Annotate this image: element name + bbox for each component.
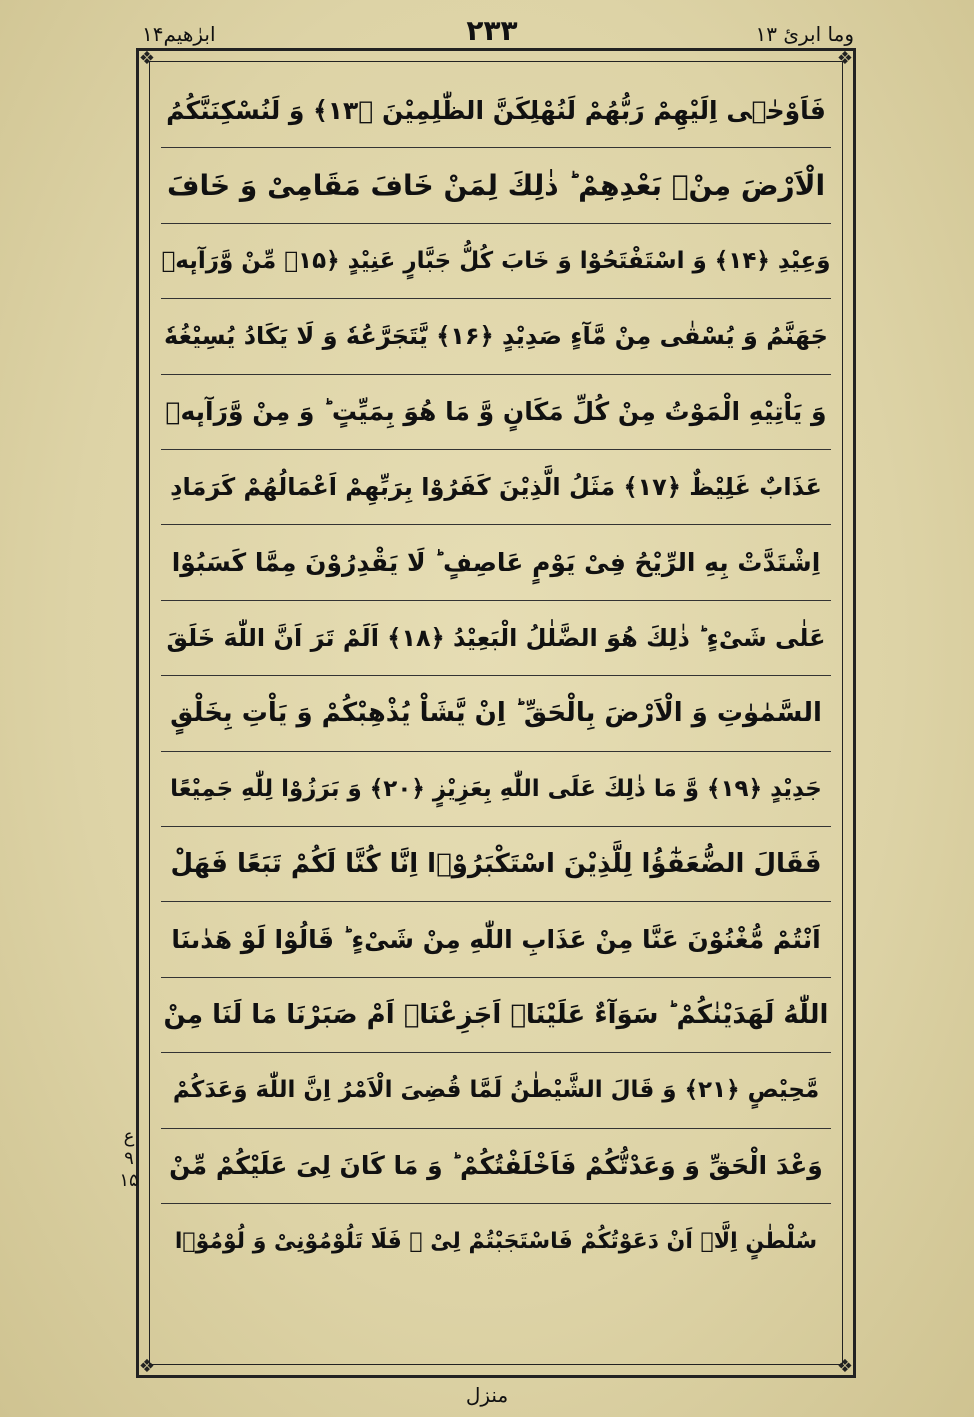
corner-ornament-icon: ❖ xyxy=(138,1356,156,1377)
text-line: جَدِیْدٍ ﴿۱۹﴾ وَّ مَا ذٰلِكَ عَلَى اللّٰهِ بِعَزِیْزٍ ﴿۲۰﴾ وَ بَرَزُوْا لِلّٰهِ جَمِیْعًا xyxy=(161,752,831,827)
text-line: السَّمٰوٰتِ وَ الْاَرْضَ بِالْحَقِّ ؕ اِنْ یَّشَاْ یُذْهِبْكُمْ وَ یَاْتِ بِخَلْقٍ xyxy=(161,676,831,751)
text-frame xyxy=(136,48,856,1378)
ruku-marker-glyph: ع xyxy=(123,1126,135,1147)
surah-name: ابرٰھیم۱۴ xyxy=(142,22,216,46)
text-line: الْاَرْضَ مِنْۢ بَعْدِهِمْ ؕ ذٰلِكَ لِمَنْ خَافَ مَقَامِیْ وَ خَافَ xyxy=(161,148,831,223)
ruku-marker-number: ۱۵ xyxy=(119,1170,139,1191)
corner-ornament-icon: ❖ xyxy=(836,48,854,69)
text-line: وَعِیْدِ ﴿۱۴﴾ وَ اسْتَفْتَحُوْا وَ خَابَ كُلُّ جَبَّارٍ عَنِیْدٍ ﴿۱۵﴾ مِّنْ وَّرَآىٕهٖ xyxy=(161,224,831,299)
page-header xyxy=(130,8,854,48)
corner-ornament-icon: ❖ xyxy=(836,1356,854,1377)
text-line: فَقَالَ الضُّعَفٰٓؤُا لِلَّذِیْنَ اسْتَكْبَرُوْۤا اِنَّا كُنَّا لَكُمْ تَبَعًا فَهَلْ xyxy=(161,827,831,902)
text-line: عَلٰى شَیْءٍ ؕ ذٰلِكَ هُوَ الضَّلٰلُ الْبَعِیْدُ ﴿۱۸﴾ اَلَمْ تَرَ اَنَّ اللّٰهَ خَلَقَ xyxy=(161,601,831,676)
text-line: سُلْطٰنٍ اِلَّاۤ اَنْ دَعَوْتُكُمْ فَاسْتَجَبْتُمْ لِیْ ۚ فَلَا تَلُوْمُوْنِیْ وَ لُوْمُوْۤا xyxy=(174,1229,818,1255)
page-number: ۲۳۳ xyxy=(466,14,518,47)
text-line: عَذَابٌ غَلِیْظٌ ﴿۱۷﴾ مَثَلُ الَّذِیْنَ كَفَرُوْا بِرَبِّهِمْ اَعْمَالُهُمْ كَرَمَادِ xyxy=(161,450,831,525)
ruku-marker xyxy=(116,1126,142,1192)
manzil-label: منزل xyxy=(465,1383,509,1407)
text-line: اللّٰهُ لَهَدَیْنٰكُمْ ؕ سَوَآءٌ عَلَیْنَاۤ اَجَزِعْنَاۤ اَمْ صَبَرْنَا مَا لَنَا مِنْ xyxy=(161,978,831,1053)
text-line: اِشْتَدَّتْ بِهِ الرِّیْحُ فِیْ یَوْمٍ عَاصِفٍ ؕ لَا یَقْدِرُوْنَ مِمَّا كَسَبُوْا xyxy=(161,525,831,600)
text-line: فَاَوْحٰۤى اِلَیْهِمْ رَبُّهُمْ لَنُهْلِكَنَّ الظّٰلِمِیْنَ ﴿۱۳﴾ وَ لَنُسْكِنَنَّكُمُ xyxy=(161,73,831,148)
text-line: وَعْدَ الْحَقِّ وَ وَعَدْتُّكُمْ فَاَخْلَفْتُكُمْ ؕ وَ مَا كَانَ لِیَ عَلَیْكُمْ مِّنْ xyxy=(161,1129,831,1204)
corner-ornament-icon: ❖ xyxy=(138,48,156,69)
text-line: مَّحِیْصٍ ﴿۲۱﴾ وَ قَالَ الشَّیْطٰنُ لَمَّا قُضِیَ الْاَمْرُ اِنَّ اللّٰهَ وَعَدَكُمْ xyxy=(161,1053,831,1128)
text-lines xyxy=(161,73,831,1355)
ruku-marker-number: ۹ xyxy=(124,1148,134,1169)
text-line: اَنْتُمْ مُّغْنُوْنَ عَنَّا مِنْ عَذَابِ اللّٰهِ مِنْ شَیْءٍ ؕ قَالُوْا لَوْ هَدٰىنَا xyxy=(161,902,831,977)
text-line: وَ یَاْتِیْهِ الْمَوْتُ مِنْ كُلِّ مَكَانٍ وَّ مَا هُوَ بِمَیِّتٍ ؕ وَ مِنْ وَّرَآىٕهٖ xyxy=(161,375,831,450)
text-line: جَهَنَّمُ وَ یُسْقٰى مِنْ مَّآءٍ صَدِیْدٍ ﴿۱۶﴾ یَّتَجَرَّعُهٗ وَ لَا یَكَادُ یُسِیْغُهٗ xyxy=(161,299,831,374)
juz-name: وما ابرئ ۱۳ xyxy=(755,22,854,46)
